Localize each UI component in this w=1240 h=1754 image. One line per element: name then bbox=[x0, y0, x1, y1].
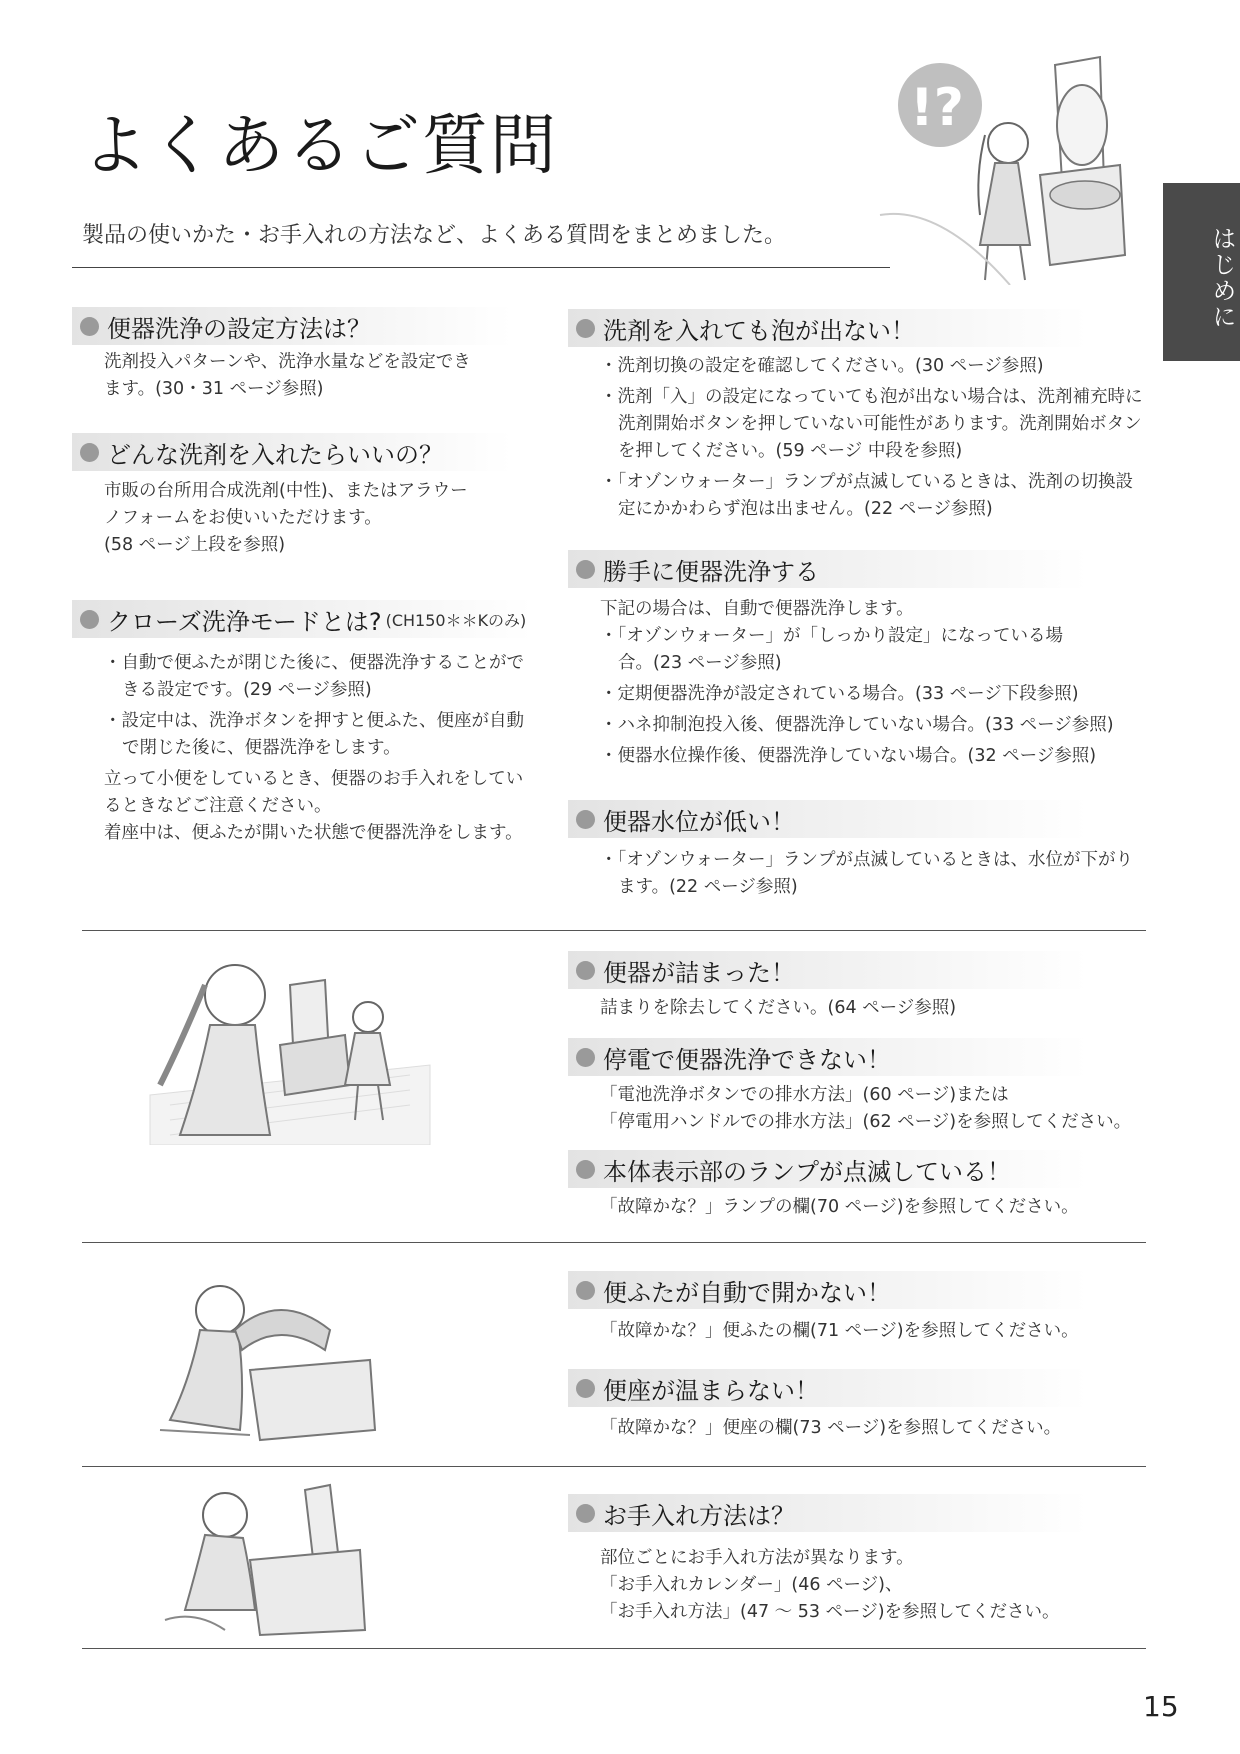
bullet-icon bbox=[576, 961, 595, 980]
section-divider bbox=[82, 930, 1146, 931]
faq-answer-seat-cold bbox=[600, 1415, 1150, 1442]
answer-line: 市販の台所用合成洗剤(中性)、またはアラウー bbox=[104, 481, 468, 501]
answer-line: (58 ページ上段を参照) bbox=[104, 535, 286, 555]
answer-line: 下記の場合は、自動で便器洗浄します。 bbox=[600, 599, 914, 619]
faq-question: 便器洗浄の設定方法は？ bbox=[107, 314, 371, 343]
bullet-icon bbox=[80, 610, 99, 629]
faq-header-close-mode[interactable] bbox=[72, 600, 532, 638]
faq-question: 勝手に便器洗浄する bbox=[603, 557, 819, 586]
answer-line: 「電池洗浄ボタンでの排水方法」(60 ページ)または bbox=[600, 1085, 1009, 1105]
faq-answer-no-foam bbox=[600, 353, 1150, 523]
faq-note: (CH150＊＊Kのみ) bbox=[385, 610, 527, 630]
svg-text:!?: !? bbox=[910, 78, 964, 138]
header-illustration bbox=[860, 55, 1160, 285]
answer-line: 「停電用ハンドルでの排水方法」(62 ページ)を参照してください。 bbox=[600, 1112, 1132, 1132]
faq-answer-lamp-blink bbox=[600, 1194, 1150, 1221]
faq-answer-close-mode bbox=[104, 650, 524, 847]
answer-line: ・ハネ抑制泡投入後、便器洗浄していない場合。(33 ページ参照) bbox=[600, 715, 1114, 735]
faq-question: 洗剤を入れても泡が出ない！ bbox=[603, 316, 915, 345]
page-subtitle: 製品の使いかた・お手入れの方法など、よくある質問をまとめました。 bbox=[82, 223, 787, 248]
page-number: 15 bbox=[1143, 1690, 1179, 1723]
faq-answer-auto-flush bbox=[600, 596, 1150, 770]
answer-line: 着座中は、便ふたが開いた状態で便器洗浄をします。 bbox=[104, 823, 523, 843]
section-divider bbox=[82, 1466, 1146, 1467]
bullet-icon bbox=[576, 1379, 595, 1398]
bullet-icon bbox=[576, 1048, 595, 1067]
answer-line: 「故障かな？」便ふたの欄(71 ページ)を参照してください。 bbox=[600, 1321, 1079, 1341]
faq-answer-care-method bbox=[600, 1545, 1150, 1626]
faq-header-setting[interactable] bbox=[72, 307, 512, 345]
faq-question: 便座が温まらない！ bbox=[603, 1376, 819, 1405]
answer-line: ・洗剤切換の設定を確認してください。(30 ページ参照) bbox=[600, 356, 1044, 376]
faq-header-care-method[interactable] bbox=[568, 1494, 1088, 1532]
faq-header-auto-flush[interactable] bbox=[568, 550, 1088, 588]
clog-illustration bbox=[140, 945, 440, 1145]
bullet-icon bbox=[576, 1160, 595, 1179]
faq-header-water-level[interactable] bbox=[568, 800, 1088, 838]
answer-line: 立って小便をしているとき、便器のお手入れをしているときなどご注意ください。 bbox=[104, 769, 524, 816]
faq-header-lid-not-open[interactable] bbox=[568, 1271, 1088, 1309]
section-divider bbox=[82, 1242, 1146, 1243]
answer-line: 部位ごとにお手入れ方法が異なります。 bbox=[600, 1548, 914, 1568]
faq-question: どんな洗剤を入れたらいいの？ bbox=[107, 440, 443, 469]
faq-header-seat-cold[interactable] bbox=[568, 1369, 1088, 1407]
faq-header-clogged[interactable] bbox=[568, 951, 1088, 989]
title-divider bbox=[72, 267, 890, 268]
bullet-icon bbox=[80, 443, 99, 462]
faq-answer-detergent bbox=[104, 478, 524, 559]
faq-header-detergent[interactable] bbox=[72, 433, 512, 471]
answer-line: ・設定中は、洗浄ボタンを押すと便ふた、便座が自動で閉じた後に、便器洗浄をします。 bbox=[104, 711, 524, 758]
answer-line: ・「オゾンウォーター」が「しっかり設定」になっている場合。(23 ページ参照) bbox=[600, 626, 1064, 673]
bullet-icon bbox=[576, 1504, 595, 1523]
faq-answer-setting bbox=[104, 349, 524, 403]
faq-header-lamp-blink[interactable] bbox=[568, 1150, 1088, 1188]
answer-line: 「故障かな？」ランプの欄(70 ページ)を参照してください。 bbox=[600, 1197, 1079, 1217]
answer-line: ・「オゾンウォーター」ランプが点滅しているときは、水位が下がります。(22 ページ参照) bbox=[600, 850, 1134, 897]
answer-line: ます。(30・31 ページ参照) bbox=[104, 379, 324, 399]
answer-line: ・「オゾンウォーター」ランプが点滅しているときは、洗剤の切換設定にかかわらず泡は出ません。(22 ページ参照) bbox=[600, 472, 1134, 519]
answer-line: 「お手入れカレンダー」(46 ページ)、 bbox=[600, 1575, 903, 1595]
answer-line: ・定期便器洗浄が設定されている場合。(33 ページ下段参照) bbox=[600, 684, 1079, 704]
bullet-icon bbox=[576, 319, 595, 338]
section-tab[interactable]: はじめに bbox=[1163, 183, 1240, 361]
faq-question: 停電で便器洗浄できない！ bbox=[603, 1045, 891, 1074]
answer-line: ・便器水位操作後、便器洗浄していない場合。(32 ページ参照) bbox=[600, 746, 1097, 766]
faq-question: 本体表示部のランプが点滅している！ bbox=[603, 1157, 1011, 1186]
bullet-icon bbox=[576, 560, 595, 579]
faq-question: クローズ洗浄モードとは? bbox=[107, 607, 382, 636]
cleaning-illustration bbox=[155, 1480, 375, 1640]
bullet-icon bbox=[576, 810, 595, 829]
lid-illustration bbox=[150, 1270, 380, 1445]
section-divider bbox=[82, 1648, 1146, 1649]
faq-question: 便ふたが自動で開かない！ bbox=[603, 1278, 891, 1307]
answer-line: 洗剤投入パターンや、洗浄水量などを設定でき bbox=[104, 352, 471, 372]
answer-line: 「お手入れ方法」(47 ～ 53 ページ)を参照してください。 bbox=[600, 1602, 1060, 1622]
answer-line: ・洗剤「入」の設定になっていても泡が出ない場合は、洗剤補充時に洗剤開始ボタンを押していない可能性があります。洗剤開始ボタンを押してください。(59 ページ 中段を参照) bbox=[600, 387, 1143, 461]
answer-line: ・自動で便ふたが閉じた後に、便器洗浄することができる設定です。(29 ページ参照) bbox=[104, 653, 524, 700]
faq-answer-lid-not-open bbox=[600, 1318, 1150, 1345]
bullet-icon bbox=[576, 1281, 595, 1300]
faq-question: 便器水位が低い！ bbox=[603, 807, 795, 836]
page-title: よくあるご質問 bbox=[82, 107, 558, 184]
faq-question: 便器が詰まった！ bbox=[603, 958, 795, 987]
answer-line: ノフォームをお使いいただけます。 bbox=[104, 508, 382, 528]
faq-answer-power-outage bbox=[600, 1082, 1160, 1136]
answer-line: 「故障かな？」便座の欄(73 ページ)を参照してください。 bbox=[600, 1418, 1062, 1438]
bullet-icon bbox=[80, 317, 99, 336]
answer-line: 詰まりを除去してください。(64 ページ参照) bbox=[600, 998, 957, 1018]
faq-header-no-foam[interactable] bbox=[568, 309, 1088, 347]
faq-answer-water-level bbox=[600, 847, 1150, 901]
faq-header-power-outage[interactable] bbox=[568, 1038, 1088, 1076]
faq-answer-clogged bbox=[600, 995, 1150, 1022]
faq-question: お手入れ方法は？ bbox=[603, 1501, 795, 1530]
